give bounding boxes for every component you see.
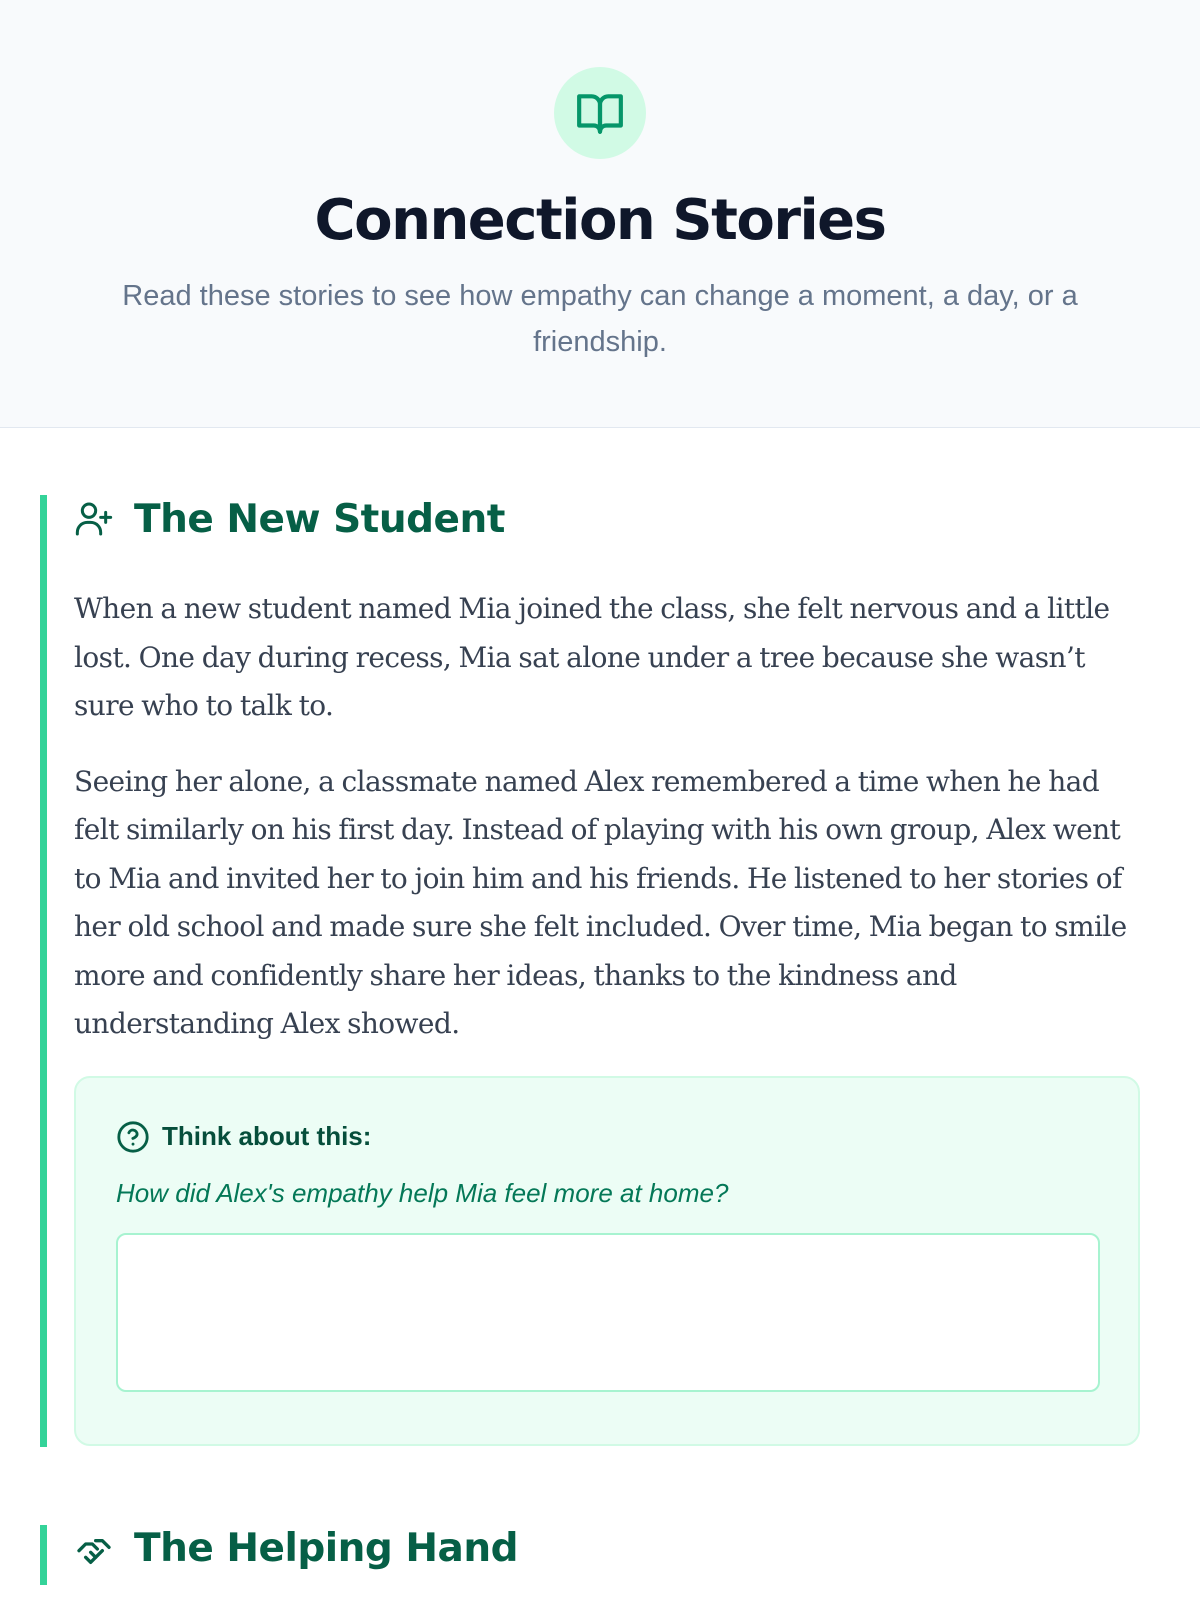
- story-body: [74, 585, 1134, 1049]
- story-card-new-student: [40, 495, 1134, 1447]
- handshake-icon: [74, 1529, 114, 1569]
- reflection-question: How did Alex's empathy help Mia feel more at home?: [116, 1177, 729, 1208]
- story-card-helping-hand: [40, 1525, 1134, 1585]
- logo-badge: [554, 67, 646, 159]
- reflection-label: Think about this:: [162, 1121, 372, 1151]
- page-header: [0, 0, 1200, 428]
- story-heading: [74, 1525, 1134, 1573]
- reflection-heading: [116, 1118, 1098, 1156]
- story-title: The New Student: [134, 496, 505, 542]
- story-paragraph: When a new student named Mia joined the class, she felt nervous and a little lost. One day during recess, Mia sat alone under a tree because she wasn’t sure who to talk to.: [74, 592, 1110, 722]
- story-paragraph: Seeing her alone, a classmate named Alex remembered a time when he had felt similarly on his first day. Instead of playing with his own group, Alex went to Mia and invited her to join him and his friends. He listened to her stories of her old school and made sure she felt included. Over time, Mia began to smile more and confidently share her ideas, thanks to the kindness and understanding Alex showed.: [74, 764, 1127, 1040]
- page-title: Connection Stories: [314, 188, 886, 253]
- help-circle-icon: [116, 1120, 150, 1154]
- reflection-answer-input[interactable]: [116, 1233, 1100, 1392]
- user-plus-icon: [74, 499, 114, 539]
- page-subtitle: Read these stories to see how empathy can change a moment, a day, or a friendship.: [122, 280, 1078, 358]
- story-title: The Helping Hand: [134, 1526, 519, 1571]
- story-heading: [74, 495, 1134, 543]
- reflection-box: [74, 1076, 1140, 1446]
- book-open-icon: [575, 88, 625, 138]
